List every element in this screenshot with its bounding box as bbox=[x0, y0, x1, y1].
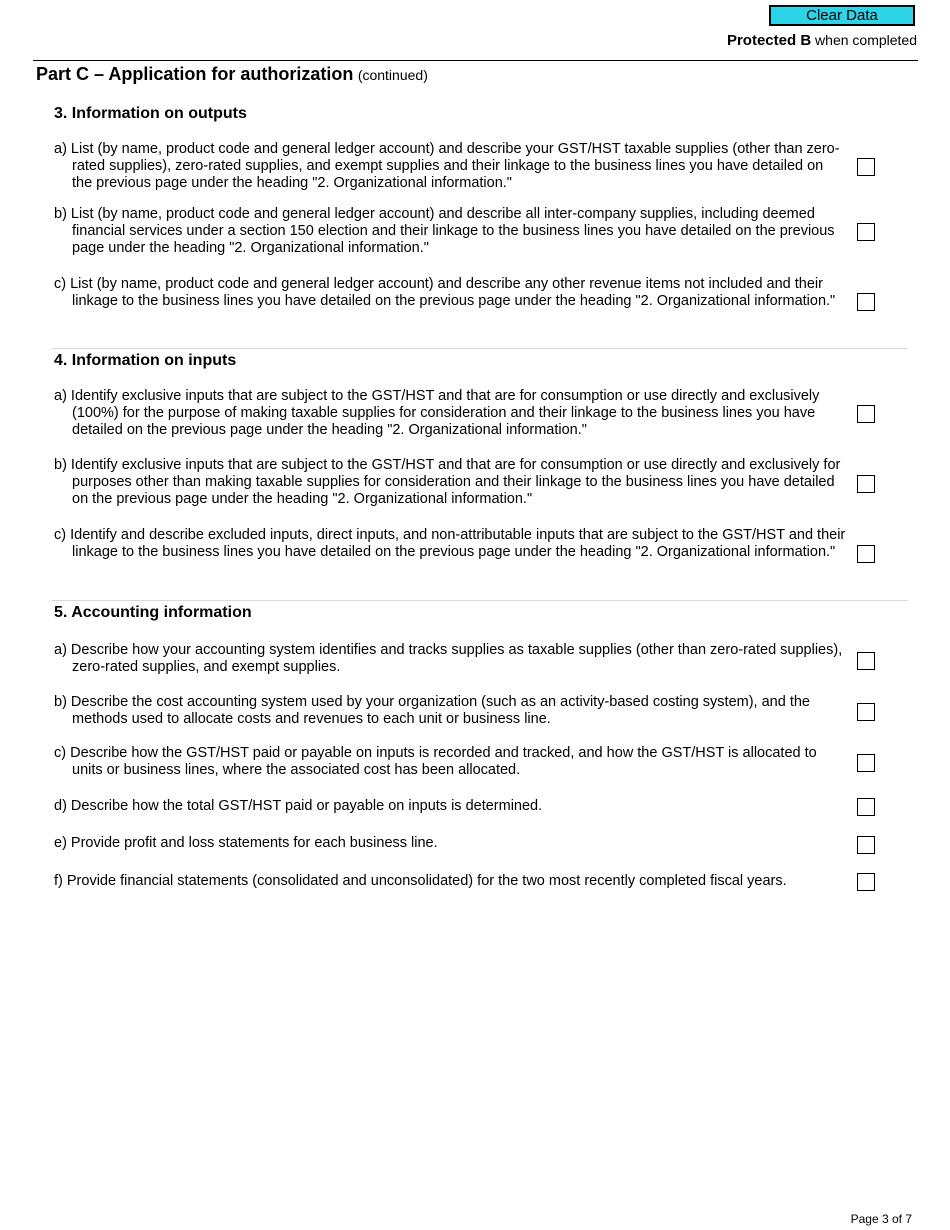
section-4-item-a-checkbox[interactable] bbox=[857, 405, 875, 423]
part-title-main: Part C – Application for authorization bbox=[36, 64, 354, 84]
section-5-item-f: f) Provide financial statements (consolidated and unconsolidated) for the two most recently completed fiscal years. bbox=[54, 873, 787, 889]
section-divider bbox=[51, 348, 908, 349]
page-number: Page 3 of 7 bbox=[850, 1212, 912, 1226]
section-5-item-b: b) Describe the cost accounting system used by your organization (such as an activity-based costing system), and the methods used to allocate costs and revenues to each unit or business line. bbox=[54, 694, 810, 728]
protected-b-bold: Protected B bbox=[726, 32, 812, 49]
section-5-item-c: c) Describe how the GST/HST paid or payable on inputs is recorded and tracked, and how the GST/HST is allocated to units or business lines, where the associated cost has been allocated. bbox=[54, 745, 817, 779]
section-3-item-c-checkbox[interactable] bbox=[857, 293, 875, 311]
protected-b-suffix: when completed bbox=[811, 32, 917, 48]
section-5-item-c-checkbox[interactable] bbox=[857, 754, 875, 772]
section-5-title: 5. Accounting information bbox=[54, 604, 252, 621]
section-5-item-b-checkbox[interactable] bbox=[857, 703, 875, 721]
section-3-item-a: a) List (by name, product code and general ledger account) and describe your GST/HST taxable supplies (other than zero-rated supplies), zero-rated supplies, and exempt supplies and their linkage to the business lines you have detailed on the previous page under the heading "2. Organizational information." bbox=[54, 141, 840, 192]
section-5-item-d: d) Describe how the total GST/HST paid or payable on inputs is determined. bbox=[54, 798, 543, 814]
section-3-item-b: b) List (by name, product code and general ledger account) and describe all inter-company supplies, including deemed financial services under a section 150 election and their linkage to the business lines you have detailed on the previous page under the heading "2. Organizational information." bbox=[54, 206, 835, 257]
clear-data-button[interactable]: Clear Data bbox=[769, 5, 915, 26]
section-5-item-e-checkbox[interactable] bbox=[857, 836, 875, 854]
section-divider bbox=[51, 600, 908, 601]
section-4-item-c-checkbox[interactable] bbox=[857, 545, 875, 563]
section-3-item-c: c) List (by name, product code and general ledger account) and describe any other revenue items not included and their linkage to the business lines you have detailed on the previous page under the heading "2. Organizational information." bbox=[54, 276, 836, 310]
section-4-title: 4. Information on inputs bbox=[54, 352, 237, 369]
section-3-item-a-checkbox[interactable] bbox=[857, 158, 875, 176]
section-3-item-b-checkbox[interactable] bbox=[857, 223, 875, 241]
section-4-item-b: b) Identify exclusive inputs that are subject to the GST/HST and that are for consumption or use directly and exclusively for purposes other than making taxable supplies for consideration and their linkage to the business lines you have detailed on the previous page under the heading "2. Organizational information." bbox=[54, 457, 841, 508]
section-5-item-a: a) Describe how your accounting system identifies and tracks supplies as taxable supplies (other than zero-rated supplies), zero-rated supplies, and exempt supplies. bbox=[54, 642, 843, 676]
section-4-item-b-checkbox[interactable] bbox=[857, 475, 875, 493]
section-4-item-a: a) Identify exclusive inputs that are subject to the GST/HST and that are for consumption or use directly and exclusively (100%) for the purpose of making taxable supplies for consideration and their linkage to the business lines you have detailed on the previous page under the heading "2. Organizational information." bbox=[54, 388, 820, 439]
section-5-item-d-checkbox[interactable] bbox=[857, 798, 875, 816]
part-title-continued: (continued) bbox=[357, 67, 428, 83]
section-3-title: 3. Information on outputs bbox=[54, 105, 247, 122]
section-4-item-c: c) Identify and describe excluded inputs, direct inputs, and non-attributable inputs that are subject to the GST/HST and their linkage to the business lines you have detailed on the previous page under the heading "2. Organizational information." bbox=[54, 527, 846, 561]
protected-b-label bbox=[727, 32, 917, 49]
header-divider bbox=[33, 60, 918, 61]
part-title bbox=[36, 64, 428, 85]
section-5-item-a-checkbox[interactable] bbox=[857, 652, 875, 670]
section-5-item-f-checkbox[interactable] bbox=[857, 873, 875, 891]
section-5-item-e: e) Provide profit and loss statements for each business line. bbox=[54, 835, 438, 851]
